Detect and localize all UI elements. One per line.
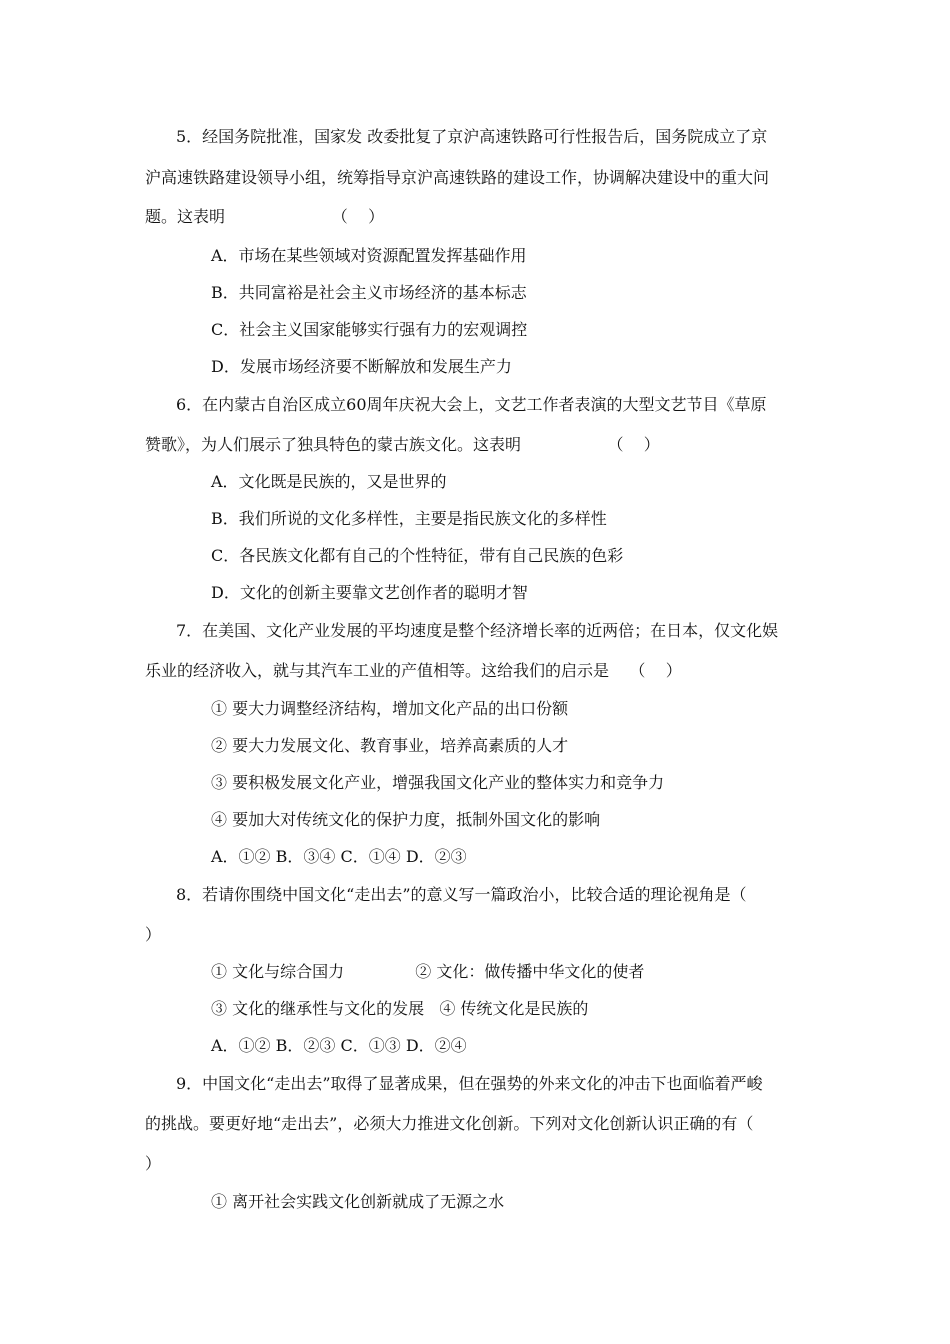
question-7-stem-line-2: 乐业的经济收入，就与其汽车工业的产值相等。这给我们的启示是 （ ） [145, 661, 682, 680]
question-5-stem-line-3: 题。这表明 （ ） [145, 207, 385, 226]
question-5-option-b: B．共同富裕是社会主义市场经济的基本标志 [211, 283, 527, 302]
question-6-stem-line-2: 赞歌》，为人们展示了独具特色的蒙古族文化。这表明 （ ） [145, 435, 660, 454]
question-8-items-row-2: ③ 文化的继承性与文化的发展 ④ 传统文化是民族的 [211, 999, 589, 1018]
question-8-answer-choices: A．①② B．②③ C．①③ D．②④ [211, 1036, 467, 1055]
question-7-item-1: ① 要大力调整经济结构，增加文化产品的出口份额 [211, 699, 569, 718]
question-7-stem-line-1: 7．在美国、文化产业发展的平均速度是整个经济增长率的近两倍；在日本，仅文化娱 [176, 621, 779, 640]
question-6-option-a: A．文化既是民族的，又是世界的 [211, 472, 447, 491]
question-7-item-3: ③ 要积极发展文化产业，增强我国文化产业的整体实力和竞争力 [211, 773, 665, 792]
question-9-stem-line-3: ） [145, 1154, 162, 1173]
question-6-option-b: B．我们所说的文化多样性，主要是指民族文化的多样性 [211, 509, 607, 528]
question-8-items-row-1: ① 文化与综合国力 ② 文化：做传播中华文化的使者 [211, 962, 645, 981]
question-9-stem-line-2: 的挑战。要更好地“走出去”，必须大力推进文化创新。下列对文化创新认识正确的有（ [145, 1114, 754, 1133]
question-5-stem-line-2: 沪高速铁路建设领导小组，统筹指导京沪高速铁路的建设工作，协调解决建设中的重大问 [145, 168, 770, 187]
question-5-option-d: D．发展市场经济要不断解放和发展生产力 [211, 357, 512, 376]
question-5-stem-line-1: 5．经国务院批准，国家发 改委批复了京沪高速铁路可行性报告后，国务院成立了京 [176, 127, 768, 146]
question-6-option-d: D．文化的创新主要靠文艺创作者的聪明才智 [211, 583, 528, 602]
question-8-stem-line-2: ） [145, 925, 162, 944]
question-9-item-1: ① 离开社会实践文化创新就成了无源之水 [211, 1192, 505, 1211]
question-7-item-2: ② 要大力发展文化、教育事业，培养高素质的人才 [211, 736, 569, 755]
question-6-stem-line-1: 6．在内蒙古自治区成立60周年庆祝大会上，文艺工作者表演的大型文艺节目《草原 [176, 395, 767, 414]
question-9-stem-line-1: 9．中国文化“走出去”取得了显著成果，但在强势的外来文化的冲击下也面临着严峻 [176, 1074, 763, 1093]
question-6-option-c: C．各民族文化都有自己的个性特征，带有自己民族的色彩 [211, 546, 624, 565]
question-8-stem-line-1: 8．若请你围绕中国文化“走出去”的意义写一篇政治小，比较合适的理论视角是（ [176, 885, 747, 904]
question-5-option-c: C．社会主义国家能够实行强有力的宏观调控 [211, 320, 528, 339]
question-5-option-a: A．市场在某些领域对资源配置发挥基础作用 [211, 246, 527, 265]
question-7-item-4: ④ 要加大对传统文化的保护力度，抵制外国文化的影响 [211, 810, 601, 829]
question-7-answer-choices: A．①② B．③④ C．①④ D．②③ [211, 847, 467, 866]
